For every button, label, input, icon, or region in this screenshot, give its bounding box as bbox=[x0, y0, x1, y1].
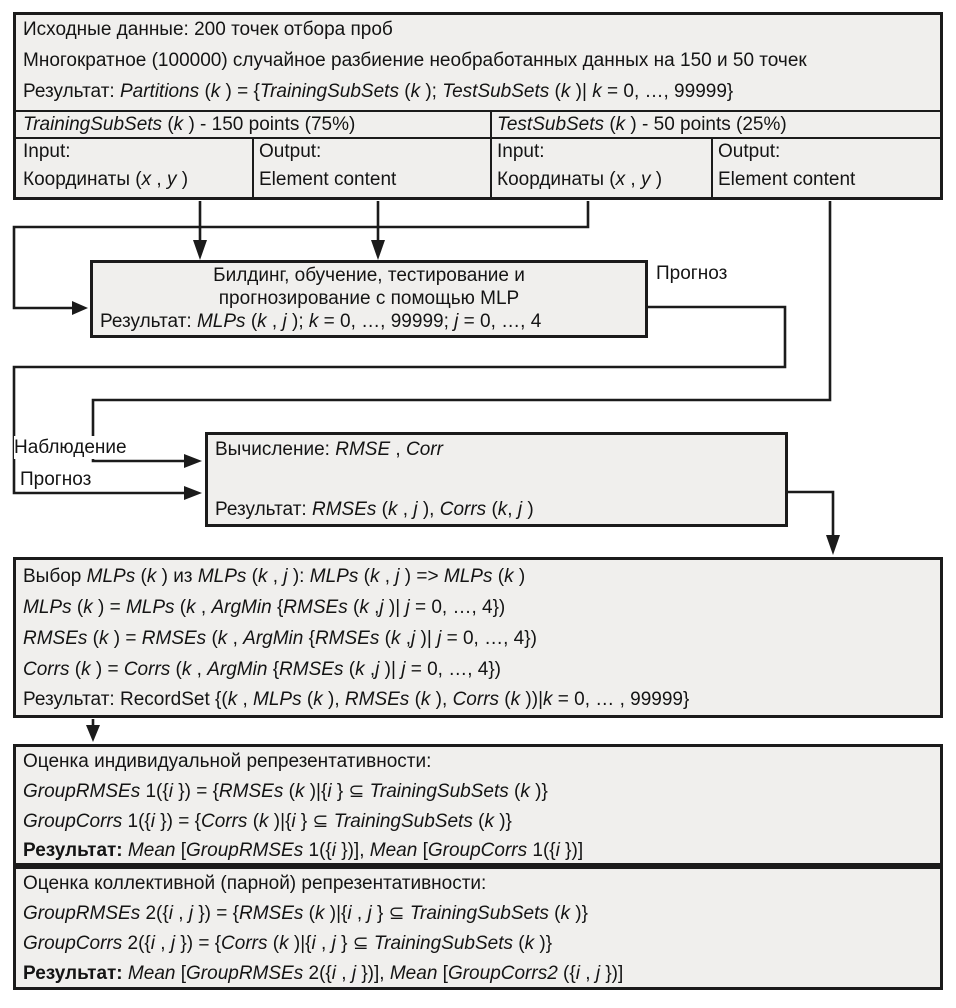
source-line-2: Многократное (100000) случайное разбиение необработанных данных на 150 и 50 точек bbox=[23, 50, 807, 71]
training-input-label: Input: bbox=[23, 141, 71, 162]
mlp-line-2: прогнозирование с помощью MLP bbox=[218, 288, 520, 309]
table-divider-h1 bbox=[16, 110, 940, 112]
arrowhead-test-input bbox=[72, 301, 88, 315]
individual-line-4: Результат: Mean [GroupRMSEs 1({i })], Mean [GroupCorrs 1({i })] bbox=[23, 840, 584, 861]
collective-line-2: GroupRMSEs 2({i , j }) = {RMSEs (k )|{i , j } ⊆ TrainingSubSets (k )} bbox=[23, 903, 588, 924]
collective-line-4: Результат: Mean [GroupRMSEs 2({i , j })], Mean [GroupCorrs2 ({i , j })] bbox=[23, 963, 624, 984]
table-divider-test bbox=[711, 137, 713, 197]
mlp-line-1: Билдинг, обучение, тестирование и bbox=[213, 265, 525, 286]
observation-label: Наблюдение bbox=[14, 436, 130, 459]
collective-assessment-box bbox=[13, 866, 943, 990]
test-input-value: Координаты (x , y ) bbox=[497, 169, 663, 190]
forecast-label-right: Прогноз bbox=[656, 263, 728, 284]
test-subset-header-cell: TestSubSets (k ) - 50 points (25%) bbox=[497, 114, 787, 135]
selection-line-4: Corrs (k ) = Corrs (k , ArgMin {RMSEs (k ,j )| j = 0, …, 4}) bbox=[23, 659, 501, 680]
table-divider-middle bbox=[490, 110, 492, 197]
arrowhead-training-output bbox=[371, 240, 385, 260]
arrowhead-observation bbox=[184, 454, 202, 468]
collective-line-3: GroupCorrs 2({i , j }) = {Corrs (k )|{i , j } ⊆ TrainingSubSets (k )} bbox=[23, 933, 553, 954]
selection-line-5: Результат: RecordSet {(k , MLPs (k ), RMSEs (k ), Corrs (k ))|k = 0, … , 99999} bbox=[23, 689, 690, 710]
test-output-label: Output: bbox=[718, 141, 781, 162]
individual-line-3: GroupCorrs 1({i }) = {Corrs (k )|{i } ⊆ TrainingSubSets (k )} bbox=[23, 811, 512, 832]
training-subset-header-cell: TrainingSubSets (k ) - 150 points (75%) bbox=[23, 114, 356, 135]
arrowhead-selection-output bbox=[86, 725, 100, 742]
arrowhead-forecast bbox=[184, 486, 202, 500]
source-data-block bbox=[13, 12, 943, 200]
forecast-label-left: Прогноз bbox=[20, 468, 94, 491]
selection-line-3: RMSEs (k ) = RMSEs (k , ArgMin {RMSEs (k ,j )| j = 0, …, 4}) bbox=[23, 628, 537, 649]
individual-assessment-box bbox=[13, 744, 943, 866]
training-input-value: Координаты (x , y ) bbox=[23, 169, 189, 190]
test-output-value: Element content bbox=[718, 169, 856, 190]
mlp-process-box bbox=[90, 260, 648, 338]
mlp-line-3: Результат: MLPs (k , j ); k = 0, …, 99999; j = 0, …, 4 bbox=[100, 311, 542, 332]
table-divider-h2 bbox=[16, 137, 940, 139]
arrowhead-metrics-output bbox=[826, 535, 840, 555]
source-line-3: Результат: Partitions (k ) = {TrainingSubSets (k ); TestSubSets (k )| k = 0, …, 99999} bbox=[23, 81, 734, 102]
arrow-metrics-to-selection bbox=[786, 492, 833, 537]
individual-line-1: Оценка индивидуальной репрезентативности: bbox=[23, 751, 432, 772]
selection-line-1: Выбор MLPs (k ) из MLPs (k , j ): MLPs (k , j ) => MLPs (k ) bbox=[23, 566, 526, 587]
metrics-line-2: Результат: RMSEs (k , j ), Corrs (k, j ) bbox=[215, 499, 534, 520]
metrics-line-1: Вычисление: RMSE , Corr bbox=[215, 439, 443, 460]
training-output-label: Output: bbox=[259, 141, 322, 162]
source-line-1: Исходные данные: 200 точек отбора проб bbox=[23, 19, 393, 40]
metrics-box bbox=[205, 432, 788, 527]
arrowhead-training-input bbox=[193, 240, 207, 260]
individual-line-2: GroupRMSEs 1({i }) = {RMSEs (k )|{i } ⊆ TrainingSubSets (k )} bbox=[23, 781, 548, 802]
selection-line-2: MLPs (k ) = MLPs (k , ArgMin {RMSEs (k ,j )| j = 0, …, 4}) bbox=[23, 597, 506, 618]
table-divider-training bbox=[252, 137, 254, 197]
model-selection-box bbox=[13, 557, 943, 718]
collective-line-1: Оценка коллективной (парной) репрезентативности: bbox=[23, 873, 487, 894]
training-output-value: Element content bbox=[259, 169, 397, 190]
test-input-label: Input: bbox=[497, 141, 545, 162]
